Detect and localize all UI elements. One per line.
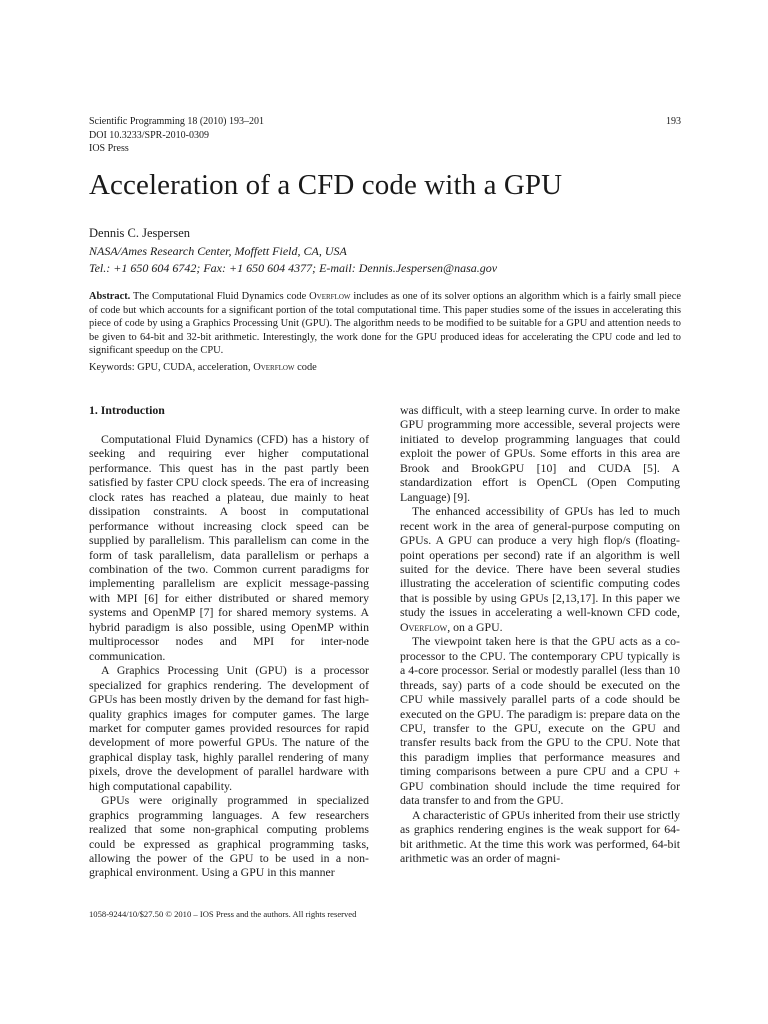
abstract-label: Abstract.: [89, 291, 131, 302]
keywords: [89, 361, 681, 375]
intro-paragraph-3-continued: was difficult, with a steep learning curve. In order to make GPU programming more accessible, several projects were initiated to develop programming languages that could exploit the power of GPUs. Some efforts in this area are Brook and BrookGPU [10] and CUDA [5]. A standardization effort is OpenCL (Open Computing Language) [9].: [400, 403, 680, 504]
keywords-list: Keywords: GPU, CUDA, acceleration,: [89, 362, 254, 373]
page-number: 193: [666, 116, 681, 127]
affiliation: NASA/Ames Research Center, Moffett Field, CA, USA: [89, 244, 347, 258]
intro-paragraph-5: The viewpoint taken here is that the GPU acts as a co-processor to the CPU. The contemporary CPU typically is a 4-core processor. Serial or modestly parallel (less than 10 threads, say) parts of a code should be executed on the CPU while massively parallel parts of a code should be executed on the GPU. The paradigm is: prepare data on the CPU, transfer to the GPU, execute on the GPU and transfer results back from the GPU to the CPU. Note that this paradigm implies that performance measures and timing comparisons between a pure CPU and a CPU + GPU combination should include the time required for data transfer to and from the GPU.: [400, 634, 680, 808]
overflow-name: Overflow: [400, 619, 448, 634]
journal-citation: Scientific Programming 18 (2010) 193–201: [89, 116, 264, 127]
abstract-overflow-name: Overflow: [309, 291, 351, 302]
publisher: IOS Press: [89, 143, 129, 154]
author-name: Dennis C. Jespersen: [89, 226, 191, 240]
left-column: [89, 403, 369, 880]
doi: DOI 10.3233/SPR-2010-0309: [89, 129, 210, 141]
intro-paragraph-1: Computational Fluid Dynamics (CFD) has a history of seeking and requiring ever higher computational performance. This quest has in the past partly been satisfied by faster CPU clock speeds. The era of increasing clock rates has reached a plateau, due mainly to heat dissipation constraints. A boost in computational performance without increasing clock speed can be supplied by parallelism. This parallelism can come in the form of task parallelism, data parallelism or perhaps a combination of the two. Common current paradigms for implementing parallelism are explicit message-passing with MPI [6] for either distributed or shared memory systems and OpenMP [7] for shared memory systems. A hybrid paradigm is also possible, using OpenMP within multiprocessor nodes and MPI for inter-node communication.: [89, 431, 369, 663]
keywords-overflow-name: Overflow: [253, 362, 295, 373]
abstract-text-2: includes as one of its solver options an algorithm which is a fairly small piece of code but which accounts for a significant portion of the total computational time. This paper studies some of the issues in accelerating this piece of code by using a Graphics Processing Unit (GPU). The algorithm needs to be modified to be suitable for a GPU and attention needs to be given to 64-bit and 32-bit arithmetic. Interestingly, the work done for the GPU produced ideas for accelerating the CPU code and led to significant speedup on the CPU.: [89, 291, 681, 357]
section-heading-introduction: 1. Introduction: [89, 403, 165, 417]
intro-paragraph-6: A characteristic of GPUs inherited from their use strictly as graphics rendering engines is the weak support for 64-bit arithmetic. At the time this work was performed, 64-bit arithmetic was an order of magni-: [400, 807, 680, 866]
abstract: [89, 290, 681, 358]
author-affiliation-block: [89, 243, 497, 276]
intro-paragraph-3: GPUs were originally programmed in specialized graphics programming languages. A few researchers realized that some non-graphical computing problems could be expressed as graphical programming tasks, allowing the power of the GPU to be used in a non-graphical environment. Using a GPU in this manner: [89, 793, 369, 880]
journal-header: [89, 115, 264, 156]
abstract-text-1: The Computational Fluid Dynamics code: [130, 291, 310, 302]
right-column: [400, 403, 680, 866]
copyright-footer: 1058-9244/10/$27.50 © 2010 – IOS Press and the authors. All rights reserved: [89, 909, 357, 919]
keywords-tail: code: [294, 362, 317, 373]
contact-info: Tel.: +1 650 604 6742; Fax: +1 650 604 4377; E-mail: Dennis.Jespersen@nasa.gov: [89, 260, 498, 275]
paper-title: Acceleration of a CFD code with a GPU: [89, 169, 563, 201]
intro-paragraph-4: [400, 504, 680, 634]
intro-paragraph-4-text-b: , on a GPU.: [447, 619, 503, 634]
intro-paragraph-4-text-a: The enhanced accessibility of GPUs has led to much recent work in the area of general-purpose computing on GPUs. A GPU can produce a very high flop/s (floating-point operations per second) rate if an algorithm is well suited for the device. There have been several studies illustrating the acceleration of scientific computing codes that is possible by using GPUs [2,13,17]. In this paper we study the issues in accelerating a well-known CFD code,: [400, 504, 680, 620]
intro-paragraph-2: A Graphics Processing Unit (GPU) is a processor specialized for graphics rendering. The development of GPUs has been mostly driven by the demand for fast high-quality graphics images for computer games. The large market for computer games provided resources for rapid development of more powerful GPUs. The nature of the graphical display task, highly parallel rendering of many pixels, drove the development of parallel hardware with high computational capability.: [89, 663, 369, 793]
